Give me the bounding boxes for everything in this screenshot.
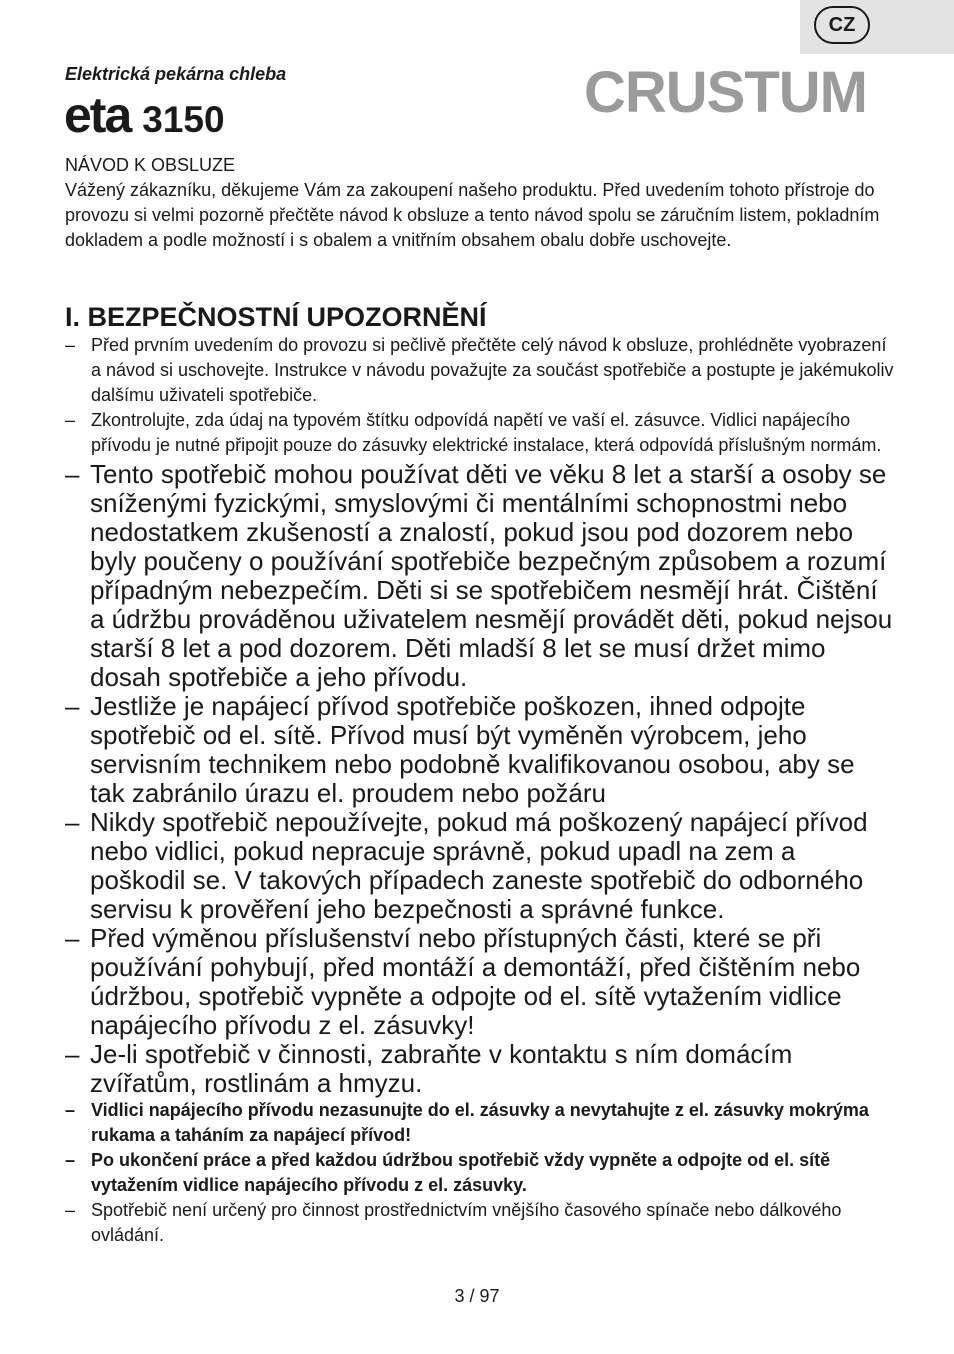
list-item: – Vidlici napájecího přívodu nezasunujte do el. zásuvky a nevytahujte z el. zásuvky mokrýma rukama a taháním za napájecí přívod!	[65, 1098, 895, 1148]
list-item-text: Je-li spotřebič v činnosti, zabraňte v kontaktu s ním domácím zvířatům, rostlinám a hmyzu.	[90, 1039, 793, 1098]
list-item: – Spotřebič není určený pro činnost prostřednictvím vnějšího časového spínače nebo dálkového ovládání.	[65, 1198, 895, 1248]
list-item: – Zkontrolujte, zda údaj na typovém štítku odpovídá napětí ve vaší el. zásuvce. Vidlici napájecího přívodu je nutné připojit pouze do zásuvky elektrické instalace, která odpovídá příslušným normám.	[65, 408, 895, 458]
eta-logo	[64, 87, 225, 143]
list-item	[65, 460, 895, 692]
dash-bullet: –	[65, 1039, 80, 1069]
list-item: – Po ukončení práce a před každou údržbou spotřebič vždy vypněte a odpojte od el. sítě vytažením vidlice napájecího přívodu z el. zásuvky.	[65, 1148, 895, 1198]
safety-warnings-list	[65, 333, 895, 1248]
intro-heading: NÁVOD K OBSLUZE	[65, 155, 236, 175]
list-item: – Před prvním uvedením do provozu si pečlivě přečtěte celý návod k obsluze, prohlédněte vyobrazení a návod si uschovejte. Instrukce v návodu považujte za součást spotřebiče a postupte je jakémukoliv dalšímu uživateli spotřebiče.	[65, 333, 895, 408]
dash-bullet: –	[65, 923, 80, 953]
logo-model-number: 3150	[142, 99, 225, 140]
logo-brand: eta	[64, 87, 131, 143]
dash-bullet: –	[65, 459, 80, 489]
product-brand-name: CRUSTUM	[584, 60, 867, 125]
list-item	[65, 692, 895, 808]
language-badge: CZ	[814, 6, 870, 44]
dash-bullet: –	[65, 691, 80, 721]
page-number: 3 / 97	[454, 1286, 500, 1306]
intro-text: Vážený zákazníku, děkujeme Vám za zakoupení našeho produktu. Před uvedením tohoto přístroje do provozu si velmi pozorně přečtěte návod k obsluze a tento návod spolu se záručním listem, pokladním dokladem a podle možností i s obalem a vnitřním obsahem obalu dobře uschovejte.	[65, 180, 880, 250]
intro-block	[65, 153, 895, 253]
list-item-text: Nikdy spotřebič nepoužívejte, pokud má poškozený napájecí přívod nebo vidlici, pokud nepracuje správně, pokud upadl na zem a poškodil se. V takových případech zaneste spotřebič do odborného servisu k prověření jeho bezpečnosti a správné funkce.	[90, 807, 868, 924]
list-item-text: Tento spotřebič mohou používat děti ve věku 8 let a starší a osoby se sníženými fyzickými, smyslovými či mentálními schopnostmi nebo nedostatkem zkušeností a znalostí, pokud jsou pod dozorem nebo byly poučeny o používání spotřebiče bezpečným způsobem a rozumí případným nebezpečím. Děti si se spotřebičem nesmějí hrát. Čištění a údržbu prováděnou uživatelem nesmějí provádět děti, pokud nejsou starší 8 let a pod dozorem. Děti mladší 8 let se musí držet mimo dosah spotřebiče a jeho přívodu.	[90, 459, 893, 692]
list-item-text: Před výměnou příslušenství nebo přístupných části, které se při používání pohybují, před montáží a demontáží, před čištěním nebo údržbou, spotřebič vypněte a odpojte od el. sítě vytažením vidlice napájecího přívodu z el. zásuvky!	[90, 923, 861, 1040]
list-item-text: Jestliže je napájecí přívod spotřebiče poškozen, ihned odpojte spotřebič od el. sítě. Přívod musí být vyměněn výrobcem, jeho servisním technikem nebo podobně kvalifikovanou osobou, aby se tak zabránilo úrazu el. proudem nebo požáru	[90, 691, 855, 808]
list-item	[65, 808, 895, 924]
section-title: I. BEZPEČNOSTNÍ UPOZORNĚNÍ	[65, 302, 487, 332]
list-item	[65, 924, 895, 1040]
product-type: Elektrická pekárna chleba	[65, 64, 287, 84]
dash-bullet: –	[65, 807, 80, 837]
list-item	[65, 1040, 895, 1098]
